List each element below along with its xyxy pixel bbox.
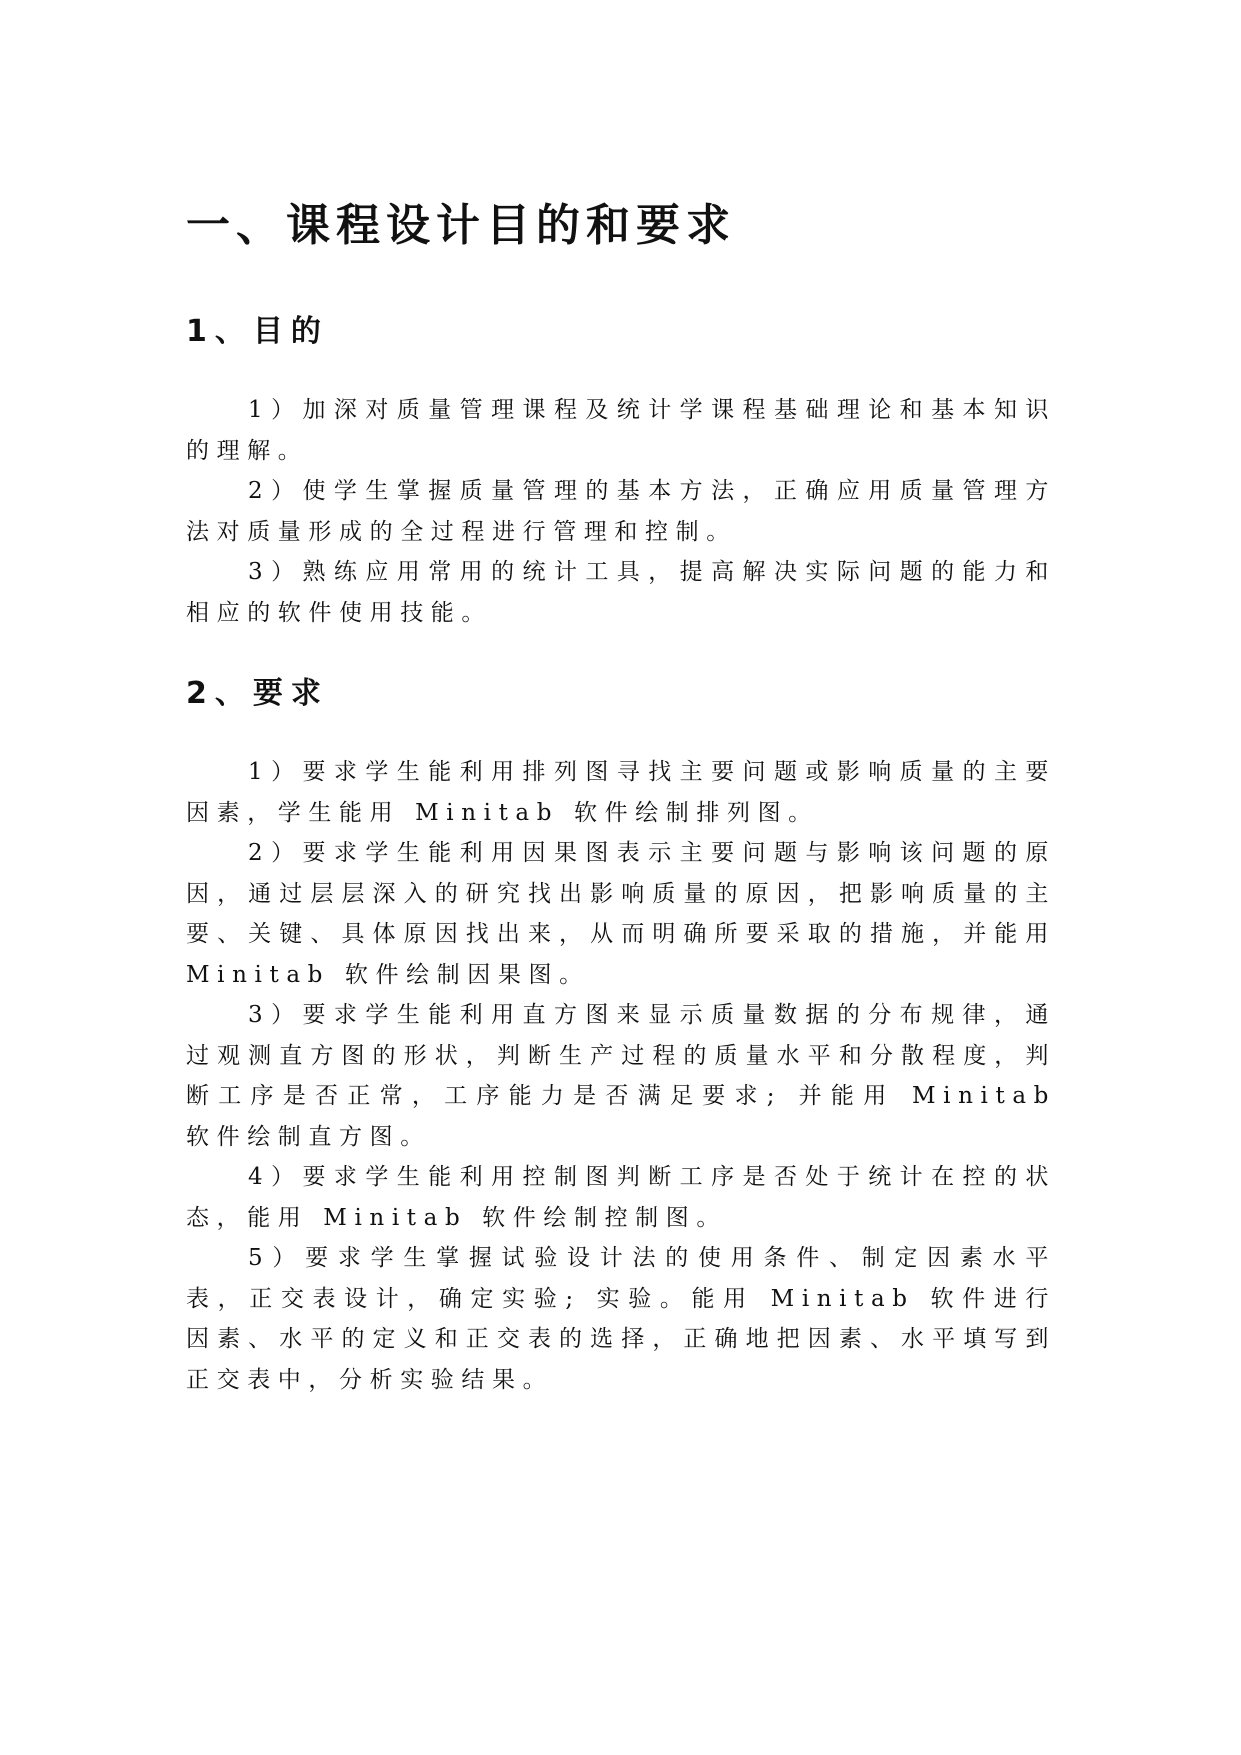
purpose-item-2: 2）使学生掌握质量管理的基本方法，正确应用质量管理方法对质量形成的全过程进行管理和控制。 xyxy=(186,478,1056,545)
requirement-item-2: 2）要求学生能利用因果图表示主要问题与影响该问题的原因，通过层层深入的研究找出影响质量的原因，把影响质量的主要、关键、具体原因找出来，从而明确所要采取的措施，并能用 Minitab 软件绘制因果图。 xyxy=(186,840,1056,988)
requirement-item-1: 1）要求学生能利用排列图寻找主要问题或影响质量的主要因素，学生能用 Minitab 软件绘制排列图。 xyxy=(186,759,1056,826)
section-heading-purpose: 1、目的 xyxy=(186,314,329,349)
purpose-item-3: 3）熟练应用常用的统计工具，提高解决实际问题的能力和相应的软件使用技能。 xyxy=(186,559,1056,626)
page-title: 一、课程设计目的和要求 xyxy=(186,200,736,251)
purpose-item-1: 1）加深对质量管理课程及统计学课程基础理论和基本知识的理解。 xyxy=(186,397,1056,464)
purpose-section xyxy=(186,390,1056,633)
section-heading-requirements: 2、要求 xyxy=(186,676,329,711)
requirement-item-5: 5）要求学生掌握试验设计法的使用条件、制定因素水平表，正交表设计，确定实验; 实验。能用 Minitab 软件进行因素、水平的定义和正交表的选择，正确地把因素、水平填写到正交表中，分析实验结果。 xyxy=(186,1245,1056,1393)
requirement-item-3: 3）要求学生能利用直方图来显示质量数据的分布规律，通过观测直方图的形状，判断生产过程的质量水平和分散程度，判断工序是否正常，工序能力是否满足要求; 并能用 Minitab 软件绘制直方图。 xyxy=(186,1002,1056,1150)
requirements-section xyxy=(186,752,1056,1400)
requirement-item-4: 4）要求学生能利用控制图判断工序是否处于统计在控的状态，能用 Minitab 软件绘制控制图。 xyxy=(186,1164,1056,1231)
